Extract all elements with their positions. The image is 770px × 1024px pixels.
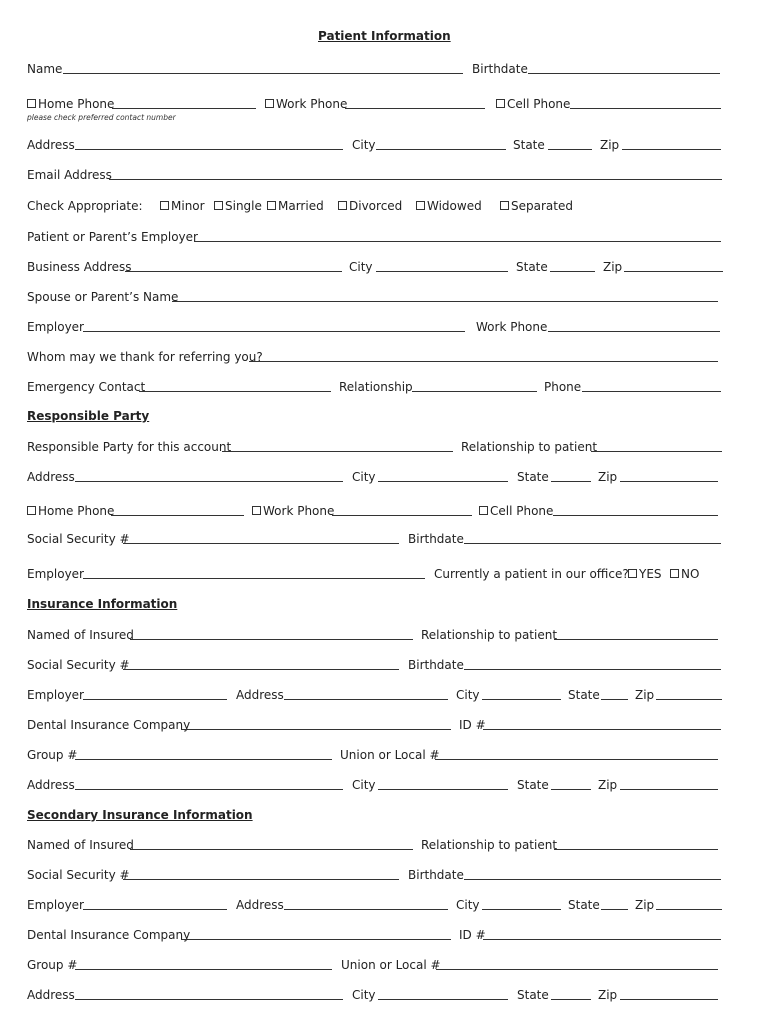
- employer-field[interactable]: [83, 331, 465, 332]
- dental-company-label: Dental Insurance Company: [27, 718, 191, 732]
- emergency-contact-field[interactable]: [139, 391, 331, 392]
- city-field[interactable]: [376, 149, 506, 150]
- employer-field[interactable]: [83, 909, 227, 910]
- zip-field[interactable]: [620, 789, 718, 790]
- work-phone-field[interactable]: [332, 515, 472, 516]
- cell-phone-checkbox[interactable]: [479, 506, 488, 515]
- married-checkbox[interactable]: [267, 201, 276, 210]
- relationship-to-patient-field[interactable]: [591, 451, 722, 452]
- email-label: Email Address: [27, 168, 112, 182]
- employer-label: Employer: [27, 688, 84, 702]
- responsible-party-field[interactable]: [222, 451, 453, 452]
- zip-label: Zip: [600, 138, 620, 152]
- separated-label: Separated: [511, 199, 573, 213]
- address-field[interactable]: [75, 149, 343, 150]
- zip-field[interactable]: [622, 149, 721, 150]
- state-label: State: [568, 898, 600, 912]
- group-field[interactable]: [75, 759, 332, 760]
- single-label: Single: [225, 199, 262, 213]
- group-label: Group #: [27, 748, 78, 762]
- divorced-checkbox[interactable]: [338, 201, 347, 210]
- state-label: State: [516, 260, 548, 274]
- widowed-label: Widowed: [427, 199, 482, 213]
- single-checkbox[interactable]: [214, 201, 223, 210]
- relationship-to-patient-label: Relationship to patient: [421, 838, 558, 852]
- patient-employer-label: Patient or Parent’s Employer: [27, 230, 198, 244]
- referral-field[interactable]: [249, 361, 718, 362]
- birthdate-field[interactable]: [464, 543, 721, 544]
- employer-label: Employer: [27, 898, 84, 912]
- state-field[interactable]: [548, 149, 592, 150]
- work-phone-label: Work Phone: [263, 504, 335, 518]
- work-phone-checkbox[interactable]: [252, 506, 261, 515]
- city-field[interactable]: [378, 789, 508, 790]
- union-label: Union or Local #: [341, 958, 441, 972]
- zip-field[interactable]: [620, 481, 718, 482]
- dental-company-field[interactable]: [181, 729, 451, 730]
- no-checkbox[interactable]: [670, 569, 679, 578]
- zip-field[interactable]: [656, 909, 722, 910]
- employer-label: Employer: [27, 320, 84, 334]
- work-phone-label: Work Phone: [276, 97, 348, 111]
- union-field[interactable]: [435, 759, 718, 760]
- state-label: State: [517, 988, 549, 1002]
- spouse-name-field[interactable]: [172, 301, 718, 302]
- id-label: ID #: [459, 928, 486, 942]
- home-phone-checkbox[interactable]: [27, 99, 36, 108]
- state-label: State: [517, 778, 549, 792]
- relationship-to-patient-field[interactable]: [554, 639, 718, 640]
- responsible-party-label: Responsible Party for this account: [27, 440, 232, 454]
- relationship-field[interactable]: [412, 391, 537, 392]
- employer-label: Employer: [27, 567, 84, 581]
- birthdate-label: Birthdate: [408, 868, 464, 882]
- birthdate-field[interactable]: [528, 73, 720, 74]
- current-patient-label: Currently a patient in our office?: [434, 567, 629, 581]
- state-field[interactable]: [601, 699, 628, 700]
- check-appropriate-label: Check Appropriate:: [27, 199, 143, 213]
- state-field[interactable]: [551, 999, 591, 1000]
- home-phone-field[interactable]: [111, 515, 244, 516]
- named-insured-field[interactable]: [130, 639, 413, 640]
- id-field[interactable]: [483, 729, 721, 730]
- city-label: City: [349, 260, 373, 274]
- zip-label: Zip: [603, 260, 623, 274]
- state-field[interactable]: [551, 789, 591, 790]
- address-field[interactable]: [75, 789, 343, 790]
- ssn-field[interactable]: [123, 879, 399, 880]
- business-address-field[interactable]: [125, 271, 342, 272]
- home-phone-field[interactable]: [112, 108, 256, 109]
- state-label: State: [568, 688, 600, 702]
- phone-field[interactable]: [582, 391, 721, 392]
- address-label: Address: [236, 898, 284, 912]
- ssn-field[interactable]: [123, 669, 399, 670]
- city-label: City: [456, 688, 480, 702]
- city-label: City: [352, 470, 376, 484]
- business-address-label: Business Address: [27, 260, 132, 274]
- address-label: Address: [27, 470, 75, 484]
- ssn-label: Social Security #: [27, 658, 130, 672]
- secondary-insurance-heading: Secondary Insurance Information: [27, 808, 253, 822]
- work-phone-field[interactable]: [345, 108, 485, 109]
- birthdate-label: Birthdate: [472, 62, 528, 76]
- city-label: City: [352, 138, 376, 152]
- home-phone-checkbox[interactable]: [27, 506, 36, 515]
- address-field[interactable]: [284, 909, 448, 910]
- address-field[interactable]: [75, 999, 343, 1000]
- address-field[interactable]: [284, 699, 448, 700]
- state-field[interactable]: [601, 909, 628, 910]
- city-field[interactable]: [378, 999, 508, 1000]
- state-label: State: [513, 138, 545, 152]
- minor-checkbox[interactable]: [160, 201, 169, 210]
- referral-label: Whom may we thank for referring you?: [27, 350, 263, 364]
- cell-phone-field[interactable]: [553, 515, 718, 516]
- employer-field[interactable]: [83, 699, 227, 700]
- zip-field[interactable]: [656, 699, 722, 700]
- home-phone-label: Home Phone: [38, 97, 115, 111]
- city-label: City: [352, 988, 376, 1002]
- zip-label: Zip: [635, 898, 655, 912]
- name-label: Name: [27, 62, 63, 76]
- employer-field[interactable]: [83, 578, 425, 579]
- cell-phone-checkbox[interactable]: [496, 99, 505, 108]
- city-label: City: [352, 778, 376, 792]
- separated-checkbox[interactable]: [500, 201, 509, 210]
- divorced-label: Divorced: [349, 199, 403, 213]
- email-field[interactable]: [109, 179, 722, 180]
- named-insured-label: Named of Insured: [27, 838, 134, 852]
- ssn-label: Social Security #: [27, 868, 130, 882]
- minor-label: Minor: [171, 199, 205, 213]
- relationship-label: Relationship: [339, 380, 413, 394]
- union-field[interactable]: [436, 969, 718, 970]
- address-label: Address: [27, 138, 75, 152]
- responsible-party-heading: Responsible Party: [27, 409, 150, 423]
- cell-phone-label: Cell Phone: [507, 97, 571, 111]
- birthdate-label: Birthdate: [408, 658, 464, 672]
- zip-label: Zip: [598, 470, 618, 484]
- work-phone-field[interactable]: [548, 331, 720, 332]
- zip-label: Zip: [598, 988, 618, 1002]
- work-phone-checkbox[interactable]: [265, 99, 274, 108]
- emergency-contact-label: Emergency Contact: [27, 380, 146, 394]
- zip-label: Zip: [635, 688, 655, 702]
- yes-label: YES: [639, 567, 662, 581]
- ssn-label: Social Security #: [27, 532, 130, 546]
- relationship-to-patient-label: Relationship to patient: [421, 628, 558, 642]
- cell-phone-label: Cell Phone: [490, 504, 554, 518]
- ssn-field[interactable]: [123, 543, 399, 544]
- cell-phone-field[interactable]: [570, 108, 721, 109]
- insurance-heading: Insurance Information: [27, 597, 178, 611]
- id-label: ID #: [459, 718, 486, 732]
- dental-company-field[interactable]: [181, 939, 451, 940]
- named-insured-label: Named of Insured: [27, 628, 134, 642]
- no-label: NO: [681, 567, 700, 581]
- zip-field[interactable]: [624, 271, 723, 272]
- zip-field[interactable]: [620, 999, 718, 1000]
- city-label: City: [456, 898, 480, 912]
- group-field[interactable]: [75, 969, 332, 970]
- yes-checkbox[interactable]: [628, 569, 637, 578]
- group-label: Group #: [27, 958, 78, 972]
- home-phone-label: Home Phone: [38, 504, 115, 518]
- city-field[interactable]: [378, 481, 508, 482]
- married-label: Married: [278, 199, 324, 213]
- dental-company-label: Dental Insurance Company: [27, 928, 191, 942]
- page-title: Patient Information: [318, 29, 451, 43]
- spouse-name-label: Spouse or Parent’s Name: [27, 290, 179, 304]
- named-insured-field[interactable]: [130, 849, 413, 850]
- address-label: Address: [236, 688, 284, 702]
- birthdate-field[interactable]: [464, 879, 721, 880]
- relationship-to-patient-field[interactable]: [554, 849, 718, 850]
- phone-label: Phone: [544, 380, 582, 394]
- relationship-to-patient-label: Relationship to patient: [461, 440, 598, 454]
- city-field[interactable]: [482, 699, 561, 700]
- city-field[interactable]: [376, 271, 508, 272]
- city-field[interactable]: [482, 909, 561, 910]
- state-field[interactable]: [551, 481, 591, 482]
- name-field[interactable]: [63, 73, 463, 74]
- contact-note: please check preferred contact number: [27, 113, 176, 122]
- address-field[interactable]: [75, 481, 343, 482]
- address-label: Address: [27, 778, 75, 792]
- address-label: Address: [27, 988, 75, 1002]
- patient-employer-field[interactable]: [194, 241, 721, 242]
- widowed-checkbox[interactable]: [416, 201, 425, 210]
- birthdate-field[interactable]: [464, 669, 721, 670]
- union-label: Union or Local #: [340, 748, 440, 762]
- birthdate-label: Birthdate: [408, 532, 464, 546]
- work-phone-label: Work Phone: [476, 320, 548, 334]
- state-field[interactable]: [550, 271, 595, 272]
- state-label: State: [517, 470, 549, 484]
- zip-label: Zip: [598, 778, 618, 792]
- id-field[interactable]: [483, 939, 721, 940]
